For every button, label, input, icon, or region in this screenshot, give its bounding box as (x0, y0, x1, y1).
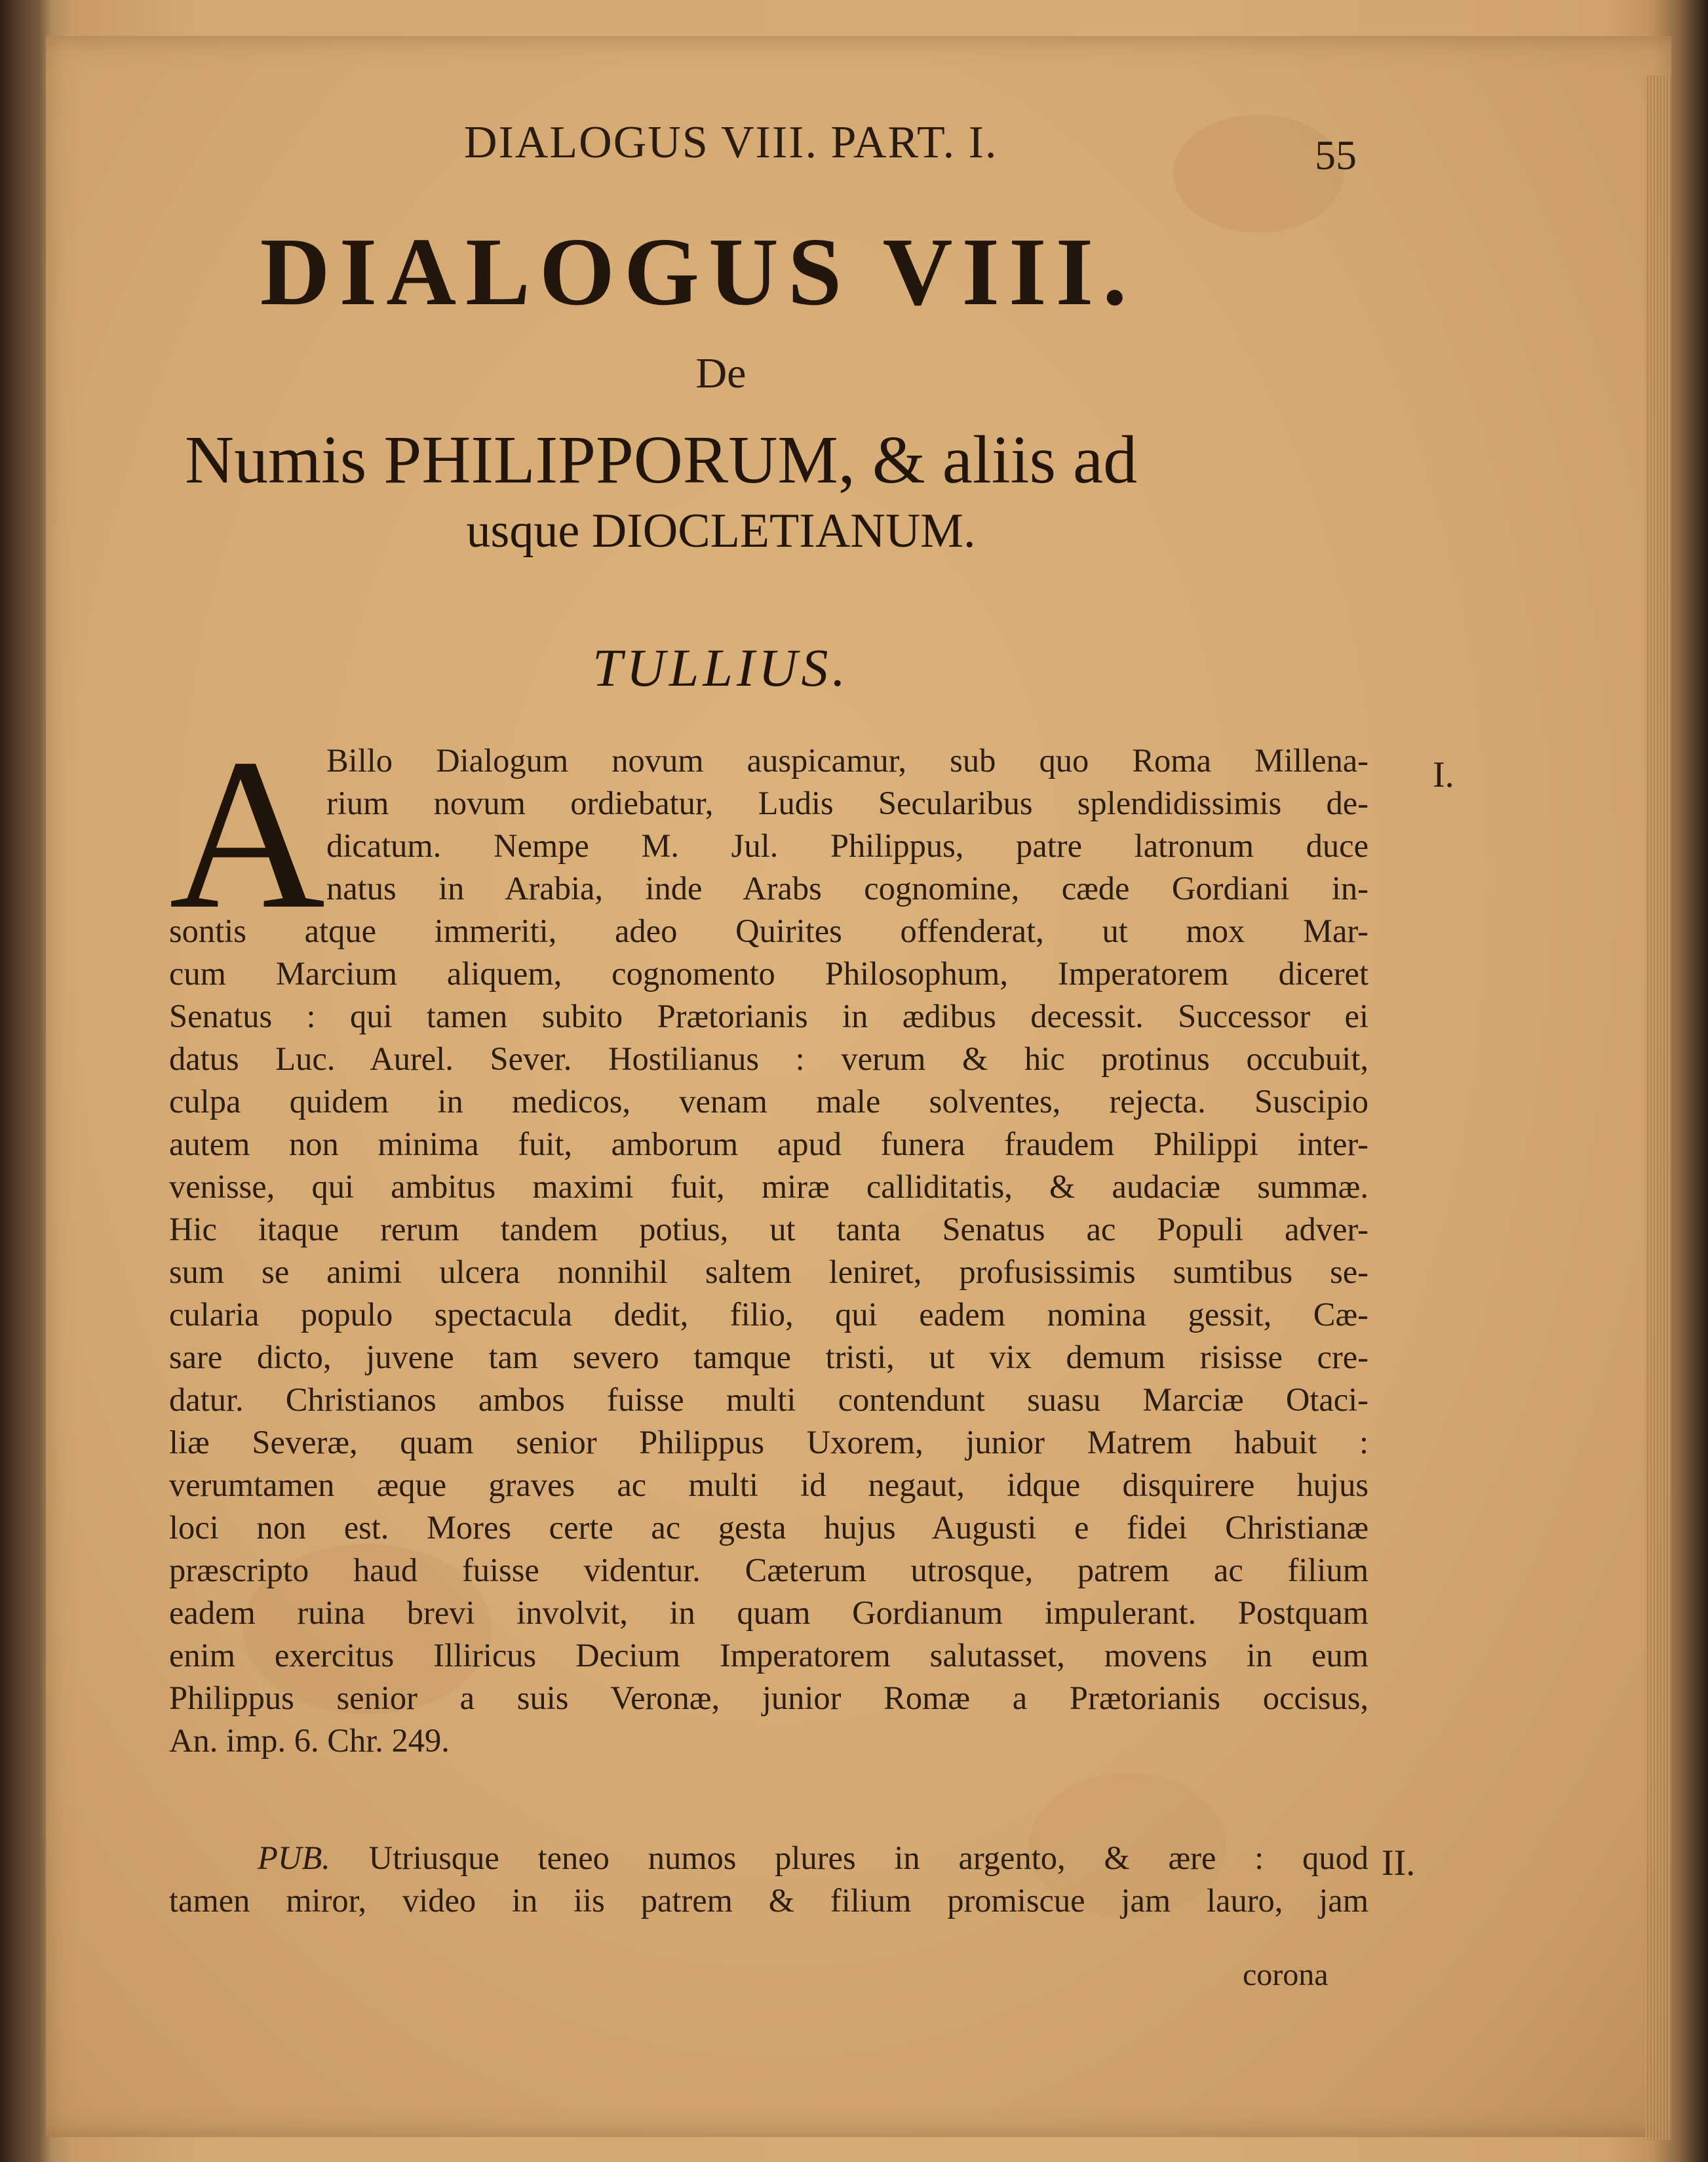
drop-capital: A (169, 715, 326, 954)
subtitle-line-1: Numis PHILIPPORUM, & aliis ad (185, 422, 1138, 498)
chapter-title: DIALOGUS VIII. (260, 218, 1136, 326)
page-number: 55 (1315, 132, 1357, 178)
paragraph-1 (169, 739, 1368, 1762)
text-line: sum se animi ulcera nonnihil saltem leniret, profusissimis sumtibus se- (169, 1253, 1368, 1290)
text-line: datur. Christianos ambos fuisse multi contendunt suasu Marciæ Otaci- (169, 1381, 1368, 1418)
text-line: enim exercitus Illiricus Decium Imperatorem salutasset, movens in eum (169, 1637, 1368, 1674)
catchword: corona (1243, 1957, 1329, 1992)
text-line: natus in Arabia, inde Arabs cognomine, cæde Gordiani in- (326, 870, 1368, 907)
text-line: Hic itaque rerum tandem potius, ut tanta Senatus ac Populi adver- (169, 1211, 1368, 1248)
text-line: sontis atque immeriti, adeo Quirites offenderat, ut mox Mar- (169, 913, 1368, 949)
text-line: præscripto haud fuisse videntur. Cæterum utrosque, patrem ac filium (169, 1552, 1368, 1588)
text-line: loci non est. Mores certe ac gesta hujus Augusti e fidei Christianæ (169, 1509, 1368, 1546)
subtitle-de: De (695, 349, 747, 397)
text-line: culpa quidem in medicos, venam male solventes, rejecta. Suscipio (169, 1083, 1368, 1120)
text-line: sare dicto, juvene tam severo tamque tristi, ut vix demum risisse cre- (169, 1339, 1368, 1375)
text-line: Philippus senior a suis Veronæ, junior Romæ a Prætorianis occisus, (169, 1680, 1368, 1716)
text-line: An. imp. 6. Chr. 249. (169, 1722, 450, 1759)
text-line: liæ Severæ, quam senior Philippus Uxorem, junior Matrem habuit : (169, 1424, 1368, 1461)
text-line: verumtamen æque graves ac multi id negaut, idque disquirere hujus (169, 1466, 1368, 1503)
text-line: cum Marcium aliquem, cognomento Philosophum, Imperatorem diceret (169, 955, 1368, 992)
page-edge (1645, 75, 1671, 2140)
section-marker-2: II. (1382, 1843, 1416, 1883)
text-line: Senatus : qui tamen subito Prætorianis in ædibus decessit. Successor ei (169, 998, 1368, 1034)
text-line: rium novum ordiebatur, Ludis Secularibus splendidissimis de- (326, 785, 1368, 821)
subtitle-line-2: usque DIOCLETIANUM. (466, 504, 976, 558)
text-line: dicatum. Nempe M. Jul. Philippus, patre latronum duce (326, 827, 1368, 864)
text-line: autem non minima fuit, amborum apud funera fraudem Philippi inter- (169, 1126, 1368, 1162)
text-line (169, 1837, 1368, 1879)
speaker-heading: TULLIUS. (592, 638, 850, 698)
text-line: eadem ruina brevi involvit, in quam Gordianum impulerant. Postquam (169, 1594, 1368, 1631)
running-head: DIALOGUS VIII. PART. I. (464, 117, 998, 168)
section-marker-1: I. (1433, 755, 1454, 795)
speaker-label: PUB. (258, 1839, 330, 1876)
paragraph-2 (169, 1837, 1368, 1922)
text-line: datus Luc. Aurel. Sever. Hostilianus : verum & hic protinus occubuit, (169, 1040, 1368, 1077)
text-line: venisse, qui ambitus maximi fuit, miræ calliditatis, & audaciæ summæ. (169, 1168, 1368, 1205)
text-line: cularia populo spectacula dedit, filio, qui eadem nomina gessit, Cæ- (169, 1296, 1368, 1333)
text-line: tamen miror, video in iis patrem & filium promiscue jam lauro, jam (169, 1882, 1368, 1919)
text-line-content: Utriusque teneo numos plures in argento, & ære : quod (368, 1839, 1368, 1876)
text-line: Billo Dialogum novum auspicamur, sub quo Roma Millena- (326, 742, 1368, 779)
